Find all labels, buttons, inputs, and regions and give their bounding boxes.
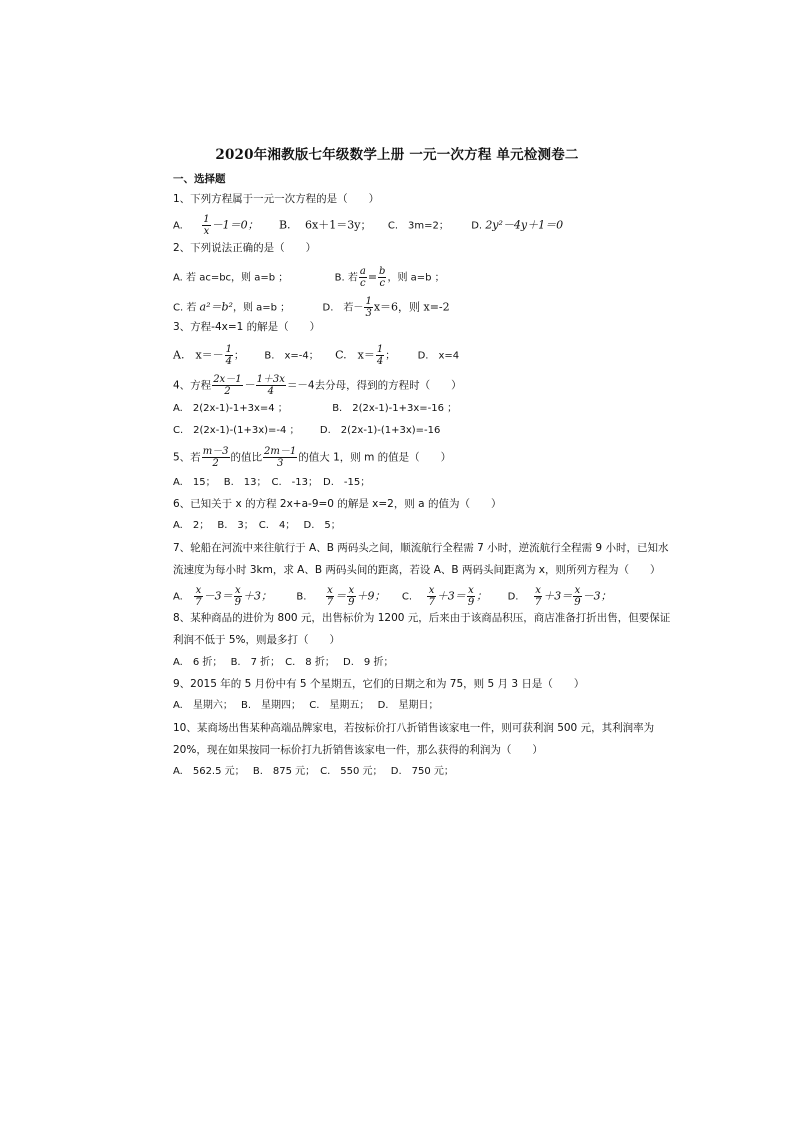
- question-1-stem: 1、下列方程属于一元一次方程的是（ ）: [173, 193, 380, 205]
- fraction: $\frac{a}{c}$: [359, 266, 366, 289]
- option-a-label: A.: [173, 591, 183, 603]
- question-9-options: A. 星期六； B. 星期四； C. 星期五； D. 星期日；: [173, 700, 439, 711]
- option-c-label: C.: [401, 591, 413, 603]
- page-title: 2020年湘教版七年级数学上册 一元一次方程 单元检测卷二: [215, 147, 579, 163]
- question-5-stem: 5、若 $\frac{m-3}{2}$ 的值比 $\frac{2m-1}{3}$ 的值大 1，则 m 的值是（ ）: [173, 446, 452, 469]
- question-10-options: A. 562.5 元； B. 875 元； C. 550 元； D. 750 元；: [173, 766, 454, 777]
- fraction: $\frac{2x-1}{2}$: [213, 374, 242, 397]
- option-d: D. 2(2x-1)-(1+3x)=-16: [319, 425, 441, 436]
- option-c-label: C. 若: [173, 302, 197, 314]
- option-d-label: D.: [471, 220, 483, 232]
- question-7-options: A. $\frac{x}{7}$ －3＝ $\frac{x}{9}$ ＋3； B. $\frac{x}{7}$ ＝ $\frac{x}{9}$ ＋9； C. $\frac{x}{7}$ ＋3＝ $\frac{x}{9}$ ； D. $\frac{x}{7}$ ＋3＝ $\frac{x}{9}$ －3；: [173, 585, 612, 608]
- question-4-options-row2: [173, 424, 633, 438]
- question-4-options-row1: [173, 402, 633, 416]
- question-7-line2: 流速度为每小时 3km，求 A、B 两码头间的距离，若设 A、B 两码头间距离为 x，则所列方程为（ ）: [173, 564, 661, 576]
- fraction: $\frac{x}{7}$: [428, 585, 435, 608]
- fraction: $\frac{x}{7}$: [195, 585, 202, 608]
- fraction: $\frac{x}{7}$: [534, 585, 542, 608]
- option-b-label: B. 若: [334, 272, 358, 284]
- option-a-label: A. x＝－: [173, 348, 224, 362]
- question-1-options: [173, 214, 633, 237]
- fraction: $\frac{x}{9}$: [467, 585, 475, 608]
- option-a: A. 若 ac=bc，则 a=b ；: [173, 272, 289, 284]
- question-6-stem: 6、已知关于 x 的方程 2x+a-9=0 的解是 x=2，则 a 的值为（ ）: [173, 498, 502, 510]
- section-heading: 一、选择题: [173, 173, 226, 185]
- option-d: D. x=4: [417, 350, 460, 362]
- question-3-options: A. x＝－ $\frac{1}{4}$ ； B. x=-4； C. x＝ $\frac{1}{4}$ ； D. x=4: [173, 344, 460, 367]
- question-3-stem: 3、方程-4x=1 的解是（ ）: [173, 321, 321, 333]
- option-d-expr: 2y²－4y＋1＝0: [485, 218, 564, 232]
- option-c: C. 2(2x-1)-(1+3x)=-4 ；: [173, 425, 300, 436]
- question-10-line1: 10、某商场出售某种高端品牌家电，若按标价打八折销售该家电一件，则可获利润 500 元，其利润率为: [173, 722, 655, 734]
- option-b: B. 2(2x-1)-1+3x=-16 ；: [332, 403, 458, 414]
- fraction: $\frac{b}{c}$: [379, 266, 386, 289]
- fraction: $\frac{1}{x}$: [203, 214, 210, 237]
- fraction: $\frac{x}{9}$: [348, 585, 355, 608]
- option-b: B. x=-4；: [264, 350, 319, 362]
- option-c: C. 3m=2；: [387, 220, 449, 232]
- fraction: $\frac{1+3x}{4}$: [256, 374, 285, 397]
- question-5-options: A. 15； B. 13； C. -13； D. -15；: [173, 477, 371, 488]
- option-a-label: A.: [173, 220, 183, 232]
- fraction: $\frac{1}{4}$: [225, 344, 233, 367]
- question-2-options-row1: A. 若 ac=bc，则 a=b ； B. 若 $\frac{a}{c}$ = $\frac{b}{c}$ ，则 a=b ；: [173, 266, 445, 289]
- fraction: $\frac{m-3}{2}$: [202, 446, 229, 469]
- question-8-line2: 利润不低于 5%，则最多打（ ）: [173, 634, 340, 646]
- fraction: $\frac{x}{9}$: [574, 585, 581, 608]
- question-9-stem: 9、2015 年的 5 月份中有 5 个星期五，它们的日期之和为 75，则 5 月 3 日是（ ）: [173, 678, 585, 690]
- question-7-line1: 7、轮船在河流中来往航行于 A、B 两码头之间，顺流航行全程需 7 小时，逆流航行全程需 9 小时，已知水: [173, 542, 669, 554]
- fraction: $\frac{x}{7}$: [326, 585, 334, 608]
- option-d-label: D. 若－: [322, 302, 364, 314]
- option-b: B. 6x＋1＝3y；: [278, 218, 372, 232]
- question-8-options: A. 6 折； B. 7 折； C. 8 折； D. 9 折；: [173, 657, 394, 668]
- option-b-label: B.: [296, 591, 307, 603]
- fraction: $\frac{x}{9}$: [234, 585, 241, 608]
- question-6-options: A. 2； B. 3； C. 4； D. 5；: [173, 520, 341, 531]
- question-2-options-row2: C. 若 a²＝b²，则 a=b ； D. 若－ $\frac{1}{3}$ x＝6，则 x=-2: [173, 296, 450, 319]
- question-2-stem: 2、下列说法正确的是（ ）: [173, 242, 317, 254]
- fraction: $\frac{2m-1}{3}$: [264, 446, 297, 469]
- option-d-label: D.: [507, 591, 519, 603]
- question-8-line1: 8、某种商品的进价为 800 元，出售标价为 1200 元，后来由于该商品积压，商店准备打折出售，但要保证: [173, 612, 671, 624]
- option-a: A. 2(2x-1)-1+3x=4 ；: [173, 403, 288, 414]
- question-10-line2: 20%，现在如果按同一标价打九折销售该家电一件，那么获得的利润为（ ）: [173, 744, 543, 756]
- option-c-label: C. x＝: [335, 348, 375, 362]
- question-4-stem: 4、方程 $\frac{2x-1}{2}$ － $\frac{1+3x}{4}$ ＝－4去分母，得到的方程时（ ）: [173, 374, 462, 397]
- fraction: $\frac{1}{4}$: [376, 344, 384, 367]
- fraction: $\frac{1}{3}$: [365, 296, 372, 319]
- option-c-expr: a²＝b²: [199, 300, 233, 314]
- option-a-expr: －1＝0；: [211, 218, 259, 232]
